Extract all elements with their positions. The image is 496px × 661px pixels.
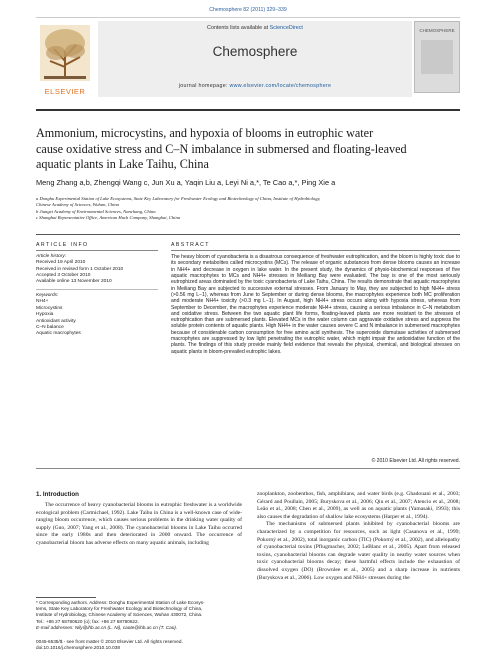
history-item: Received 19 April 2010: [36, 260, 86, 266]
elsevier-logo[interactable]: [36, 21, 94, 99]
copyright-notice: © 2010 Elsevier Ltd. All rights reserved.: [371, 458, 460, 464]
affiliation: a Donghu Experimental Station of Lake Ecosystems, State Key Laboratory for Freshwater Ecology and Biotechnology of China, Institute of Hydrobiology,: [36, 196, 321, 201]
body-paragraph: The mechanisms of submersed plants inhibited by cyanobacterial blooms are characterized by a competition for resources, such as light (Casanova et al., 1999; Pokorný et al., 2002), total inorganic carbon (TIC) (Pokorný et al., 2002), and allelopathy of cyanobacterial toxins (Pflugmacher, 2002; LeBlanc et al., 2005). Apart from released toxins, cyanobacterial blooms can degrade water quality in nearby water sources when toxic cyanobacterial blooms decay; these harmful effects include the exhaustion of dissolved oxygen (DO) (Brownlee et al., 2005) and a sharp increase in nutrients (Buryskova et al., 2006). Low oxygen and NH4+ stresses during the: [257, 521, 460, 581]
doi-link[interactable]: doi:10.1016/j.chemosphere.2010.10.038: [36, 645, 120, 651]
footnote-line: * Corresponding authors. Address: Donghu Experimental Station of Lake Ecosys-: [36, 600, 205, 605]
email-addresses[interactable]: E-mail addresses: Nily@ihb.ac.cn (L. Ni), caote@ihb.ac.cn (T. Cao).: [36, 624, 178, 630]
homepage-line: [98, 83, 412, 89]
keyword[interactable]: Antioxidant activity: [36, 318, 76, 324]
journal-header-box: [98, 21, 412, 97]
history-label: Article history:: [36, 254, 67, 259]
footnote-line: Institute of Hydrobiology, Chinese Academy of Sciences, Wuhan 430072, China.: [36, 612, 203, 618]
title-line: Ammonium, microcystins, and hypoxia of blooms in eutrophic water: [36, 126, 374, 140]
corresponding-author-footnote: [36, 600, 242, 631]
journal-title: Chemosphere: [212, 44, 298, 59]
body-paragraph: zooplankton, zoobenthos, fish, amphibians, and water birds (e.g. Ghadouani et al., 2003; Gérard and Poullain, 2005; Buryskova et al., 2006; Qiu et al., 2007; Atencio et al., 2008; Leão et al., 2008; Chen et al., 2009), as well as on aquatic plants (Yamasaki, 1993); this also causes the degradation of shallow lake ecosystems (Harper et al., 1994).: [257, 491, 460, 520]
history-item: Accepted 3 October 2010: [36, 272, 91, 278]
introduction-column-2: [257, 491, 460, 582]
abstract-heading: ABSTRACT: [171, 242, 210, 248]
contents-prefix: Contents lists available at: [207, 25, 270, 31]
homepage-link[interactable]: www.elsevier.com/locate/chemosphere: [229, 83, 332, 89]
affiliation: Chinese Academy of Sciences, Wuhan, China: [36, 202, 119, 208]
affiliation: c Shanghai Representative Office, American Hach Company, Shanghai, China: [36, 214, 181, 220]
keyword[interactable]: Microcystins: [36, 305, 63, 311]
article-info-heading: ARTICLE INFO: [36, 242, 89, 248]
abstract-bottom-rule: [36, 468, 460, 469]
keywords: [36, 293, 158, 338]
affiliation: b Jiangxi Academy of Environmental Sciences, Nanchang, China: [36, 208, 156, 214]
keyword[interactable]: NH4+: [36, 299, 49, 305]
journal-citation[interactable]: Chemosphere 82 (2011) 329–339: [209, 7, 287, 13]
publisher-name: ELSEVIER: [44, 87, 86, 96]
journal-masthead: [36, 17, 460, 101]
footnote-line: Tel.: +86 27 68780620 (o); fax: +86 27 68780622.: [36, 618, 139, 624]
title-line: cause oxidative stress and C–N imbalance in submersed and floating-leaved: [36, 141, 407, 156]
introduction-column-1: The occurrence of heavy cyanobacterial blooms in eutrophic freshwater is a worldwide ecological problem (Carmichael, 1992). Lake Taihu in China is a well-known case of wide-ranging bloom occurrence, which causes serious problems in the drinking water quality of supply (Guo, 2007; Yang et al., 2008). The cyanobacterial blooms in Lake Taihu occurred since the early 1980s and then deteriorated in 2000 onward. The occurrence of cyanobacterial bloom has adverse effects on many aquatic animals, including: [36, 502, 242, 546]
footnote-rule: [36, 597, 96, 598]
article-history: [36, 254, 158, 285]
issn-line: 0045-6535/$ - see front matter © 2010 Elsevier Ltd. All rights reserved.: [36, 639, 183, 644]
sciencedirect-link[interactable]: ScienceDirect: [269, 25, 303, 31]
keywords-rule: [36, 289, 158, 290]
article-info-rule: [36, 250, 158, 251]
keyword[interactable]: Hypoxia: [36, 312, 54, 318]
header-rule: [36, 109, 460, 111]
keyword[interactable]: Aquatic macrophytes: [36, 331, 81, 337]
page-footer: [36, 639, 276, 651]
title-line: aquatic plants in Lake Taihu, China: [36, 157, 209, 171]
cover-title: CHEMOSPHERE: [419, 28, 455, 33]
abstract-rule: [171, 250, 460, 251]
contents-line: [98, 25, 412, 31]
homepage-prefix: journal homepage:: [178, 83, 230, 89]
keywords-label: Keywords:: [36, 293, 59, 298]
footnote-line: tems, State Key Laboratory for Freshwater Ecology and Biotechnology of China,: [36, 606, 203, 612]
history-item: Received in revised form 1 October 2010: [36, 266, 124, 272]
history-item: Available online 13 November 2010: [36, 279, 112, 285]
affiliations: [36, 196, 466, 221]
keyword[interactable]: C–N balance: [36, 325, 64, 331]
introduction-heading: 1. Introduction: [36, 491, 79, 498]
author-list[interactable]: Meng Zhang a,b, Zhengqi Wang c, Jun Xu a, Yaqin Liu a, Leyi Ni a,*, Te Cao a,*, Ping Xie a: [36, 178, 336, 187]
journal-cover-image[interactable]: [414, 21, 460, 93]
cover-art: [421, 40, 453, 74]
abstract-text: The heavy bloom of cyanobacteria is a disastrous consequence of freshwater eutrophication, and the bloom is highly toxic due to its secondary metabolites called microcystins (MCs). The release of organic substances from dense blooms causes an increase in NH4+ and decrease in oxygen in lake water. In the present study, the dynamics of physio-biochemical responses of five aquatic macrophytes to MCs and NH4+ stresses in Meiliang Bay were evaluated. The bay is one of the most seriously eutrophized areas dominated by the toxic cyanobacteria of Lake Taihu, China. The results demonstrate that aquatic macrophytes in Meiliang Bay are subjected to successive external stresses. From January to May, they are subjected to high NH4+ stress (>0.56 mg L−1), whereas from June to September or during dense blooms, the macrophytes experience both MC proliferation and moderate NH4+ toxicity (>0.3 mg L−1). In August, high NH4+ stress occurs along with hypoxia stress, whereas from September to December, the macrophytes experience moderate NH4+ stress, causing a serious imbalance in C–N metabolism and oxidative stress. Between the two aquatic plant life forms, floating-leaved plants are more resistant to the stresses of eutrophication than are submersed plants. Elevated MCs in the water column can aggravate oxidative stress and suppress the soluble protein contents of aquatic plants. High NH4+ in the water causes severe C and N imbalance in submersed macrophytes because of considerable carbon consumption for free amino acid synthesis. The superoxide dismutase activities of submersed macrophytes are suppressed by low light penetrating the eutrophic water, which might impair the antioxidative function of the plants. The findings of this study provide mainly field evidence that reveals the physical, chemical, and biological stresses on aquatic plants in bloom-prevailed eutrophic lakes.: [171, 254, 460, 355]
article-title: [36, 126, 466, 173]
section-rule: [36, 234, 460, 235]
